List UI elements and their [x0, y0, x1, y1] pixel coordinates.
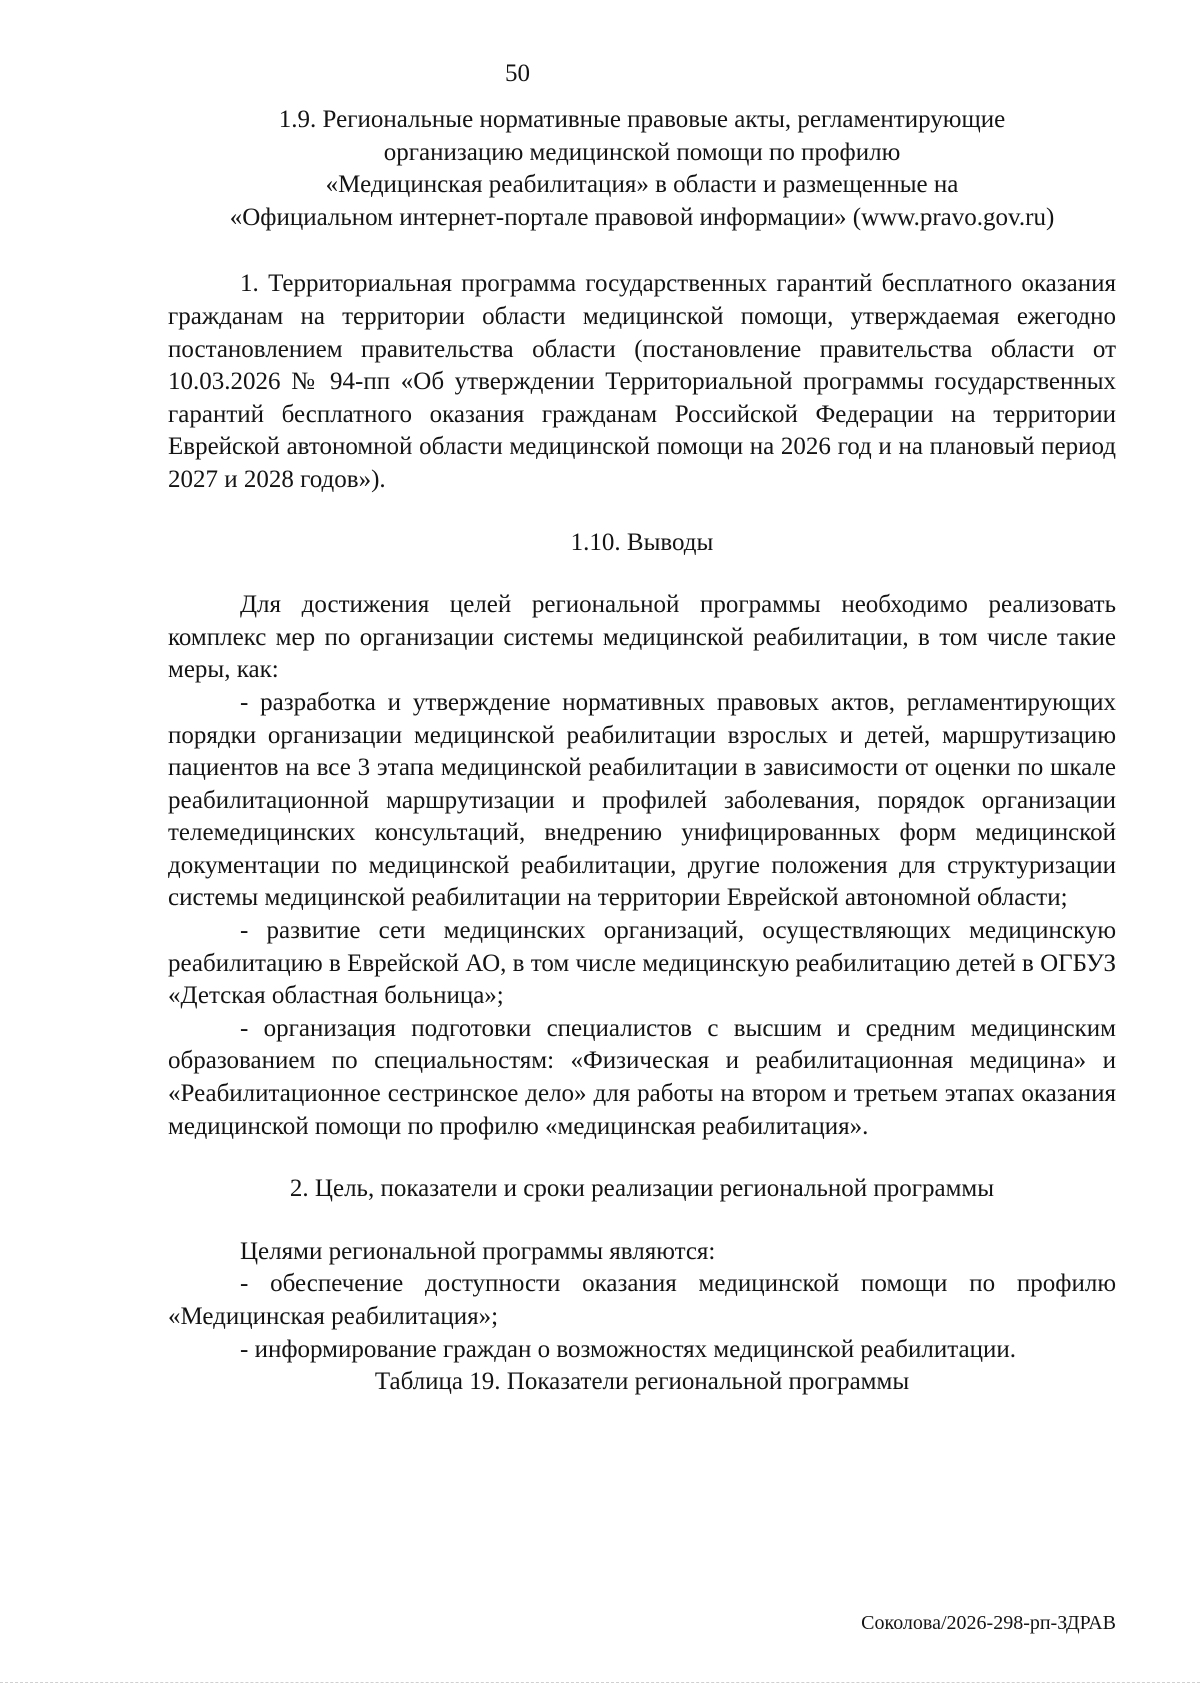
heading-line: «Официальном интернет-портале правовой информации» (www.pravo.gov.ru): [229, 203, 1055, 231]
page-content: [168, 104, 1116, 1399]
heading-line: «Медицинская реабилитация» в области и размещенные на: [325, 171, 959, 199]
section-2-heading: 2. Цель, показатели и сроки реализации региональной программы: [289, 1175, 995, 1203]
goal-item: - обеспечение доступности оказания медицинской помощи по профилю «Медицинская реабилитация»;: [168, 1270, 1116, 1330]
goal-item: - информирование граждан о возможностях медицинской реабилитации.: [240, 1335, 1017, 1363]
document-reference: Соколова/2026-298-рп-ЗДРАВ: [861, 1612, 1116, 1634]
conclusion-measure: - разработка и утверждение нормативных правовых актов, регламентирующих порядки организации медицинской реабилитации взрослых и детей, маршрутизацию пациентов на все 3 этапа медицинской реабилитации в зависимости от оценки по шкале реабилитационной маршрутизации и профилей заболевания, порядок организации телемедицинских консультаций, внедрению унифицированных форм медицинской документации по медицинской реабилитации, другие положения для структуризации системы медицинской реабилитации на территории Еврейской автономной области;: [168, 688, 1116, 912]
conclusion-measure: - организация подготовки специалистов с высшим и средним медицинским образованием по специальностям: «Физическая и реабилитационная медицина» и «Реабилитационное сестринское дело» для работы на втором и третьем этапах оказания медицинской помощи по профилю «медицинская реабилитация».: [168, 1014, 1116, 1140]
conclusions-intro: Для достижения целей региональной программы необходимо реализовать комплекс мер по организации системы медицинской реабилитации, в том числе такие меры, как:: [168, 591, 1116, 684]
table-caption: Таблица 19. Показатели региональной программы: [374, 1368, 910, 1396]
heading-line: 1.9. Региональные нормативные правовые акты, регламентирующие: [278, 106, 1006, 133]
page-number: 50: [505, 60, 530, 87]
goals-intro: Целями региональной программы являются:: [240, 1237, 716, 1265]
legal-act-item-1: 1. Территориальная программа государственных гарантий бесплатного оказания гражданам на территории области медицинской помощи, утверждаемая ежегодно постановлением правительства области (постановление правительства области от 10.03.2026 № 94-пп «Об утверждении Территориальной программы государственных гарантий бесплатного оказания гражданам Российской Федерации на территории Еврейской автономной области медицинской помощи на 2026 год и на плановый период 2027 и 2028 годов»).: [168, 270, 1116, 493]
section-1-10-heading: 1.10. Выводы: [570, 528, 714, 556]
section-1-9-heading: [168, 104, 1116, 234]
scan-edge-divider: [0, 1682, 1200, 1686]
conclusion-measure: - развитие сети медицинских организаций, осуществляющих медицинскую реабилитацию в Еврейской АО, в том числе медицинскую реабилитацию детей в ОГБУЗ «Детская областная больница»;: [168, 917, 1116, 1010]
heading-line: организацию медицинской помощи по профилю: [383, 138, 901, 166]
